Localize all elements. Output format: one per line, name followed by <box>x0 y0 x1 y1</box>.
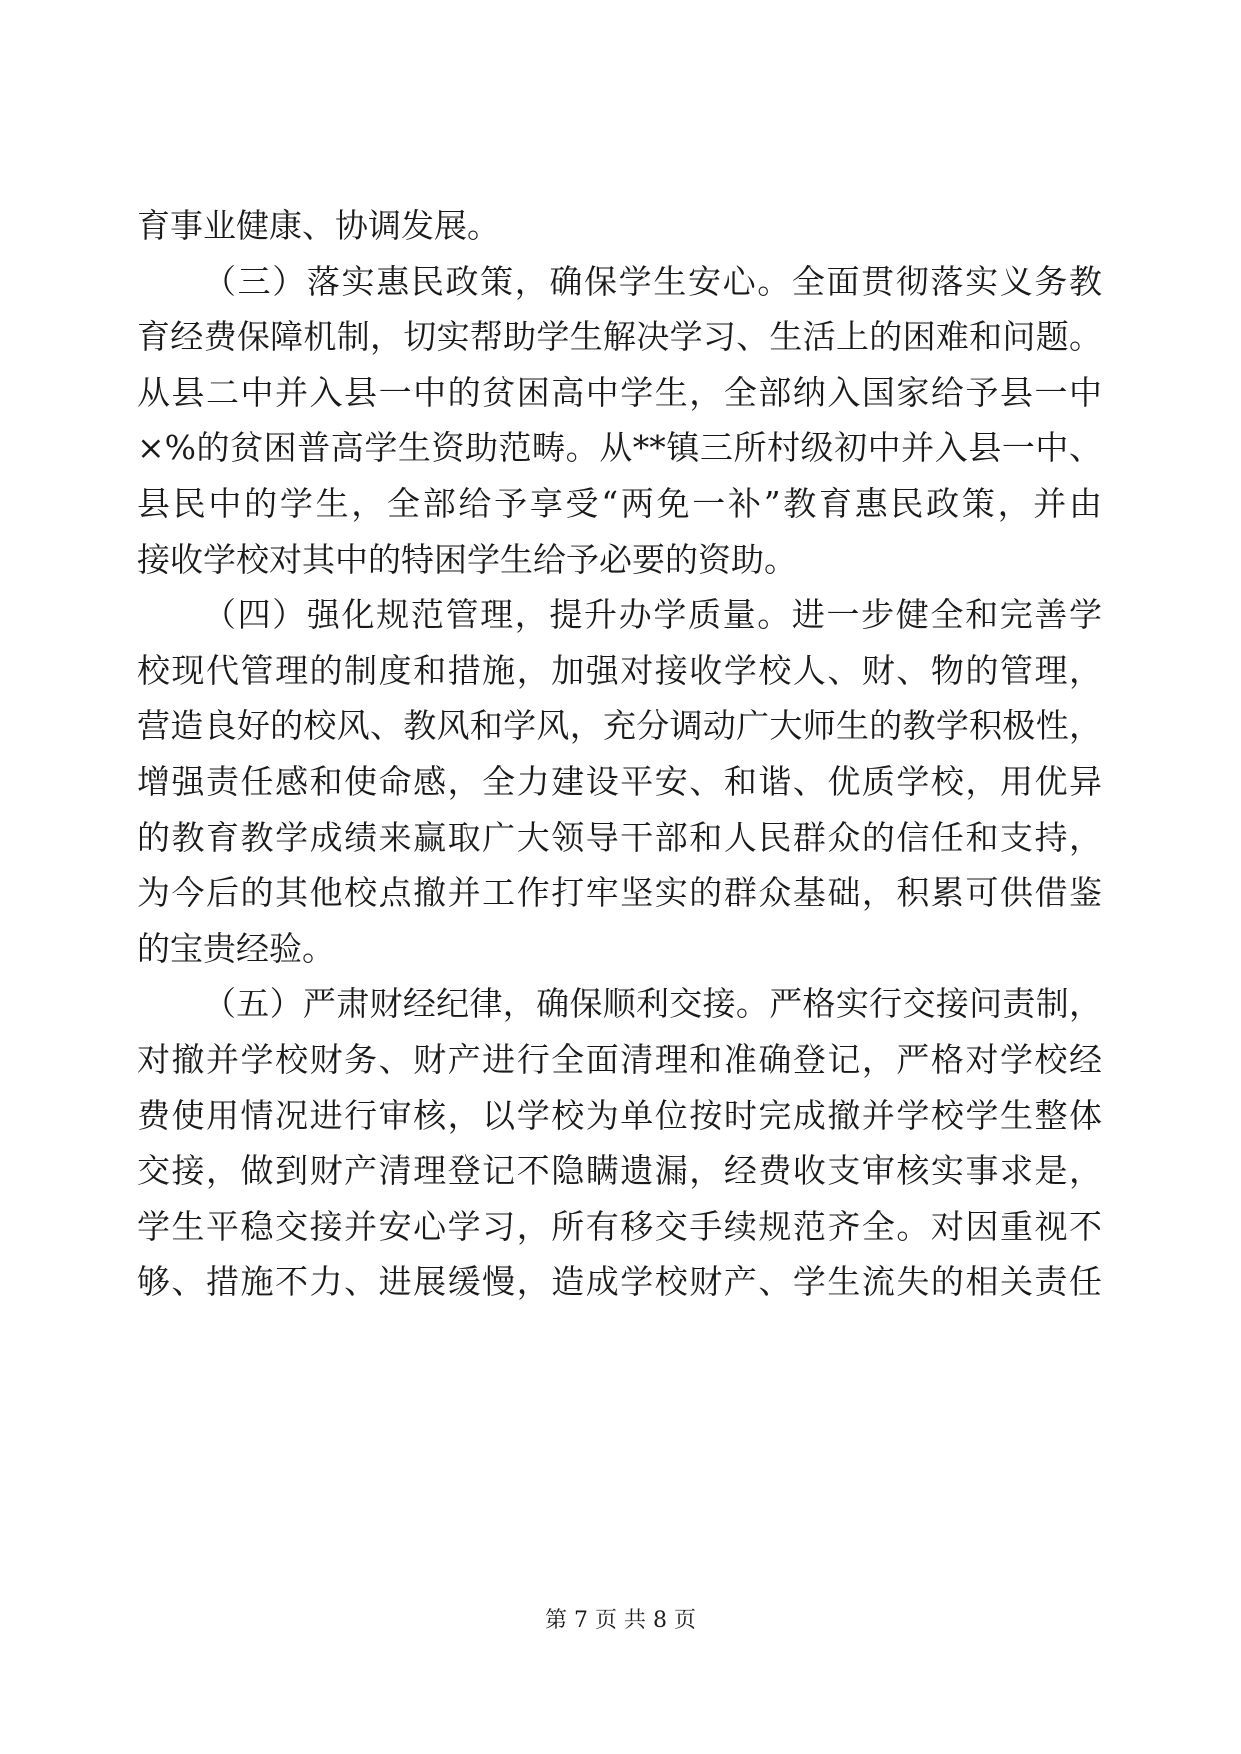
paragraph-line: 的教育教学成绩来赢取广大领导干部和人民群众的信任和支持， <box>137 817 1102 857</box>
paragraph-line: 育事业健康、协调发展。 <box>137 206 500 245</box>
paragraph-line: 学生平稳交接并安心学习，所有移交手续规范齐全。对因重视不 <box>137 1206 1102 1246</box>
paragraph-line: 交接，做到财产清理登记不隐瞒遗漏，经费收支审核实事求是， <box>137 1151 1102 1191</box>
paragraph-line: 校现代管理的制度和措施，加强对接收学校人、财、物的管理， <box>137 650 1102 690</box>
paragraph-line: 够、措施不力、进展缓慢，造成学校财产、学生流失的相关责任 <box>137 1262 1102 1302</box>
paragraph-line: 对撤并学校财务、财产进行全面清理和准确登记，严格对学校经 <box>137 1039 1102 1079</box>
paragraph-line: 费使用情况进行审核，以学校为单位按时完成撤并学校学生整体 <box>137 1095 1102 1135</box>
paragraph-line: 为今后的其他校点撤并工作打牢坚实的群众基础，积累可供借鉴 <box>137 873 1102 913</box>
paragraph-line: 增强责任感和使命感，全力建设平安、和谐、优质学校，用优异 <box>137 761 1102 801</box>
paragraph-line: （四）强化规范管理，提升办学质量。进一步健全和完善学 <box>203 595 1102 635</box>
paragraph-line: 从县二中并入县一中的贫困高中学生，全部纳入国家给予县一中 <box>137 372 1102 412</box>
document-body <box>137 198 1102 1310</box>
page-number-footer: 第 7 页 共 8 页 <box>545 1608 696 1633</box>
paragraph-line: 育经费保障机制，切实帮助学生解决学习、生活上的困难和问题。 <box>137 317 1102 357</box>
paragraph-line: 的宝贵经验。 <box>137 928 335 968</box>
paragraph-line: ×%的贫困普高学生资助范畴。从**镇三所村级初中并入县一中、 <box>137 428 1102 468</box>
paragraph-line: （五）严肃财经纪律，确保顺利交接。严格实行交接问责制， <box>203 984 1102 1024</box>
paragraph-line: （三）落实惠民政策，确保学生安心。全面贯彻落实义务教 <box>203 261 1102 301</box>
paragraph-line: 营造良好的校风、教风和学风，充分调动广大师生的教学积极性， <box>137 706 1102 746</box>
paragraph-line: 县民中的学生，全部给予享受“两免一补”教育惠民政策，并由 <box>137 483 1102 523</box>
paragraph-line: 接收学校对其中的特困学生给予必要的资助。 <box>137 539 797 579</box>
